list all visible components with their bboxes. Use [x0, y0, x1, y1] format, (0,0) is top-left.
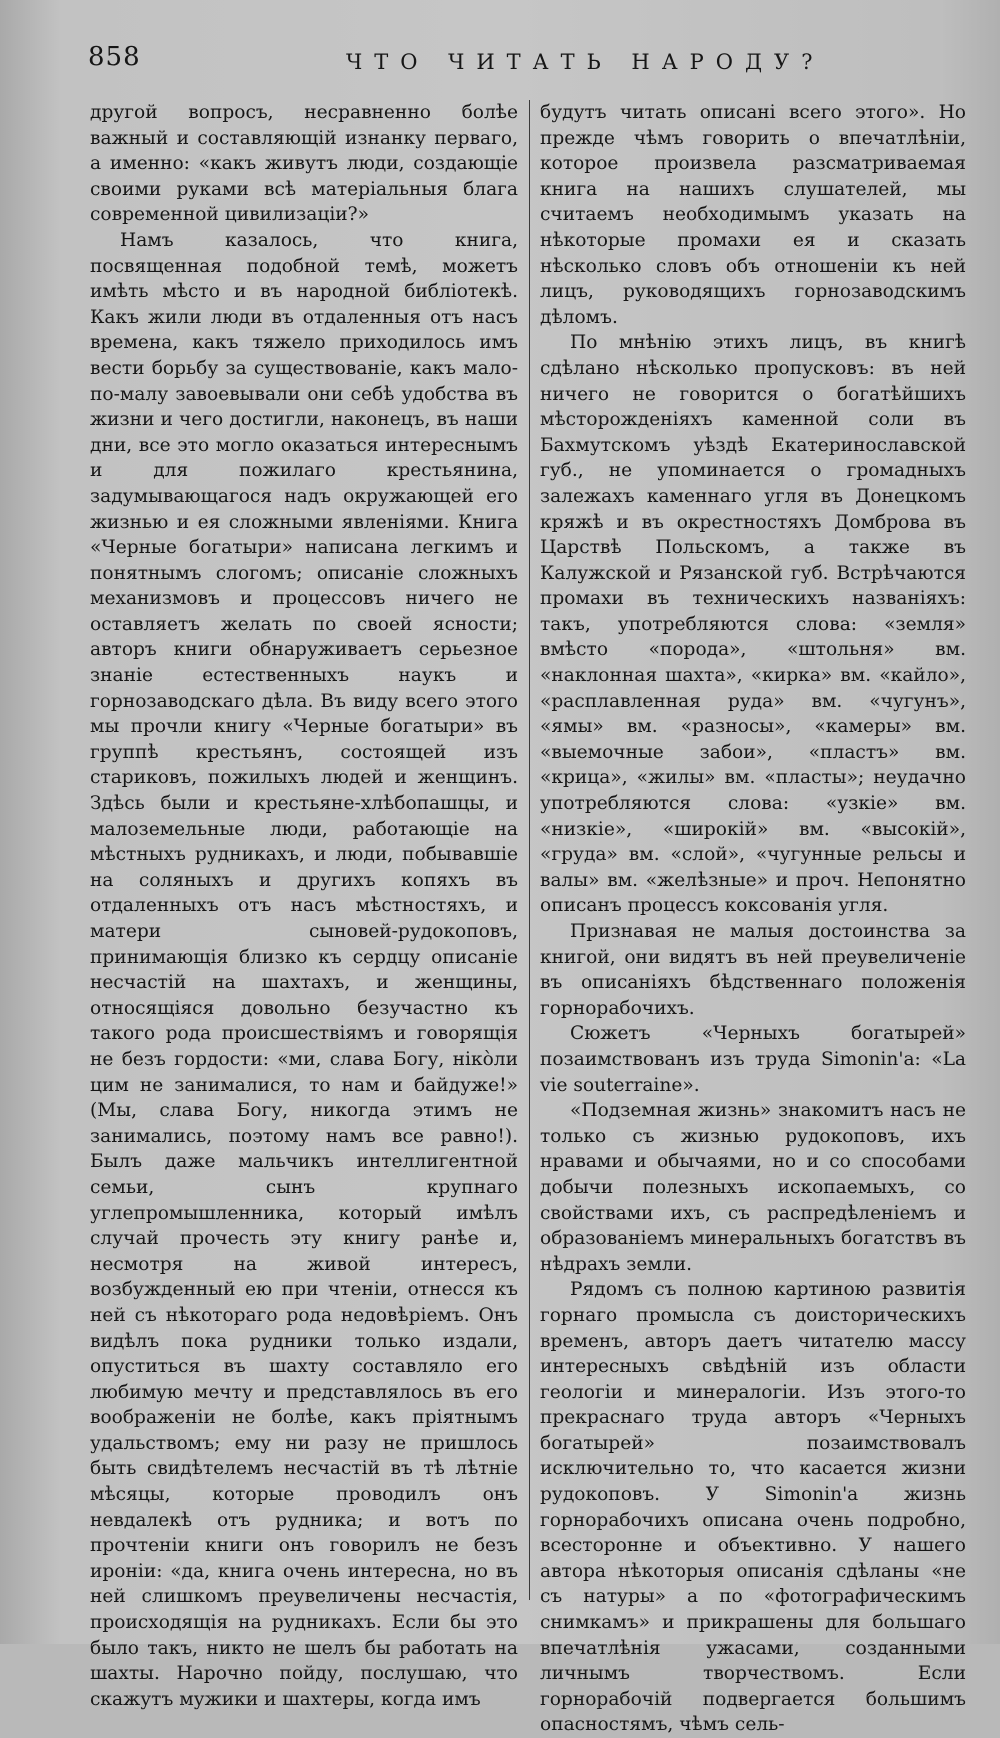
paragraph: другой вопросъ, несравненно болѣе важный и составляющій изнанку перваго, а именно: «какъ живутъ люди, создающіе своими руками всѣ матеріальныя блага современной цивилизаціи?»: [90, 102, 518, 226]
paragraph: Намъ казалось, что книга, посвященная подобной темѣ, можетъ имѣть мѣсто и въ народной библіотекѣ. Какъ жили люди въ отдаленныя отъ насъ времена, какъ тяжело приходилось имъ вести борьбу за существованіе, какъ мало-по-малу завоевывали они себѣ удобства въ жизни и чего достигли, наконецъ, въ наши дни, все это могло оказаться интереснымъ и для пожилаго крестьянина, задумывающагося надъ окружающей его жизнью и ея сложными явленіями. Книга «Черные богатыри» написана легкимъ и понятнымъ слогомъ; описаніе сложныхъ механизмовъ и процессовъ ничего не оставляетъ желать по своей ясности; авторъ книги обнаруживаетъ серьезное знаніе естественныхъ наукъ и горнозаводскаго дѣла. Въ виду всего этого мы прочли книгу «Черные богатыри» въ группѣ крестьянъ, состоящей изъ стариковъ, пожилыхъ людей и женщинъ. Здѣсь были и крестьяне-хлѣбопашцы, и малоземельные люди, работающіе на мѣстныхъ рудникахъ, и люди, побывавшіе на соляныхъ и другихъ копяхъ въ отдаленныхъ отъ насъ мѣстностяхъ, и матери сыновей-рудокоповъ, принимающія близко къ сердцу описаніе несчастій на шахтахъ, и женщины, относящіяся довольно безучастно къ такого рода происшествіямъ и говорящія не безъ гордости: «ми, слава Богу, нікòли цим не занималися, то нам и байдуже!» (Мы, слава Богу, никогда этимъ не занимались, поэтому намъ все равно!). Былъ даже мальчикъ интеллигентной семьи, сынъ крупнаго углепромышленника, который имѣлъ случай прочесть эту книгу ранѣе и, несмотря на живой интересъ, возбужденный ею при чтеніи, отнесся къ ней съ нѣкотораго рода недовѣріемъ. Онъ видѣлъ пока рудники только издали, опуститься въ шахту составляло его любимую мечту и представлялось въ его воображеніи не болѣе, какъ пріятнымъ удальствомъ; ему ни разу не пришлось быть свидѣтелемъ несчастій въ тѣ лѣтніе мѣсяцы, которые проводилъ онъ невдалекѣ отъ рудника; и вотъ по прочтеніи книги онъ говорилъ не безъ ироніи: «да, книга очень интересна, но въ ней слишкомъ преувеличены несчастія, происходящія на рудникахъ. Если бы это было такъ, никто не шелъ бы работать на шахты. Нарочно пойду, послушаю, что скажутъ мужики и шахтеры, когда имъ: [90, 229, 518, 1710]
left-column: [90, 100, 518, 1712]
right-column: [540, 100, 966, 1738]
page-header: [88, 38, 950, 82]
page-number: 858: [88, 42, 141, 72]
column-divider: [529, 100, 530, 1600]
running-title: ЧТО ЧИТАТЬ НАРОДУ?: [346, 50, 825, 74]
paragraph: Признавая не малыя достоинства за книгой, они видятъ въ ней преувеличеніе въ описаніяхъ бѣдственнаго положенія горнорабочихъ.: [540, 921, 966, 1019]
paragraph: По мнѣнію этихъ лицъ, въ книгѣ сдѣлано нѣсколько пропусковъ: въ ней ничего не говорится о богатѣйшихъ мѣсторожденіяхъ каменной соли въ Бахмутскомъ уѣздѣ Екатеринославской губ., не упоминается о громадныхъ залежахъ каменнаго угля въ Донецкомъ кряжѣ и въ окрестностяхъ Домброва въ Царствѣ Польскомъ, а также въ Калужской и Рязанской губ. Встрѣчаются промахи въ техническихъ названіяхъ: такъ, употребляются слова: «земля» вмѣсто «порода», «штольня» вм. «наклонная шахта», «кирка» вм. «кайло», «расплавленная руда» вм. «чугунъ», «ямы» вм. «разносы», «камеры» вм. «выемочные забои», «пластъ» вм. «крица», «жилы» вм. «пласты»; неудачно употребляются слова: «узкіе» вм. «низкіе», «широкій» вм. «высокій», «груда» вм. «слой», «чугунные рельсы и валы» вм. «желѣзные» и проч. Непонятно описанъ процессъ коксованія угля.: [540, 332, 966, 917]
paragraph: Сюжетъ «Черныхъ богатырей» позаимствованъ изъ труда Simonin'a: «La vie souterraine».: [540, 1023, 966, 1096]
paragraph: «Подземная жизнь» знакомитъ насъ не только съ жизнью рудокоповъ, ихъ нравами и обычаями, но и со способами добычи полезныхъ ископаемыхъ, со свойствами ихъ, съ распредѣленіемъ и образованіемъ минеральныхъ богатствъ въ нѣдрахъ земли.: [540, 1100, 966, 1275]
paragraph: Рядомъ съ полною картиною развитія горнаго промысла съ доисторическихъ временъ, авторъ даетъ читателю массу интересныхъ свѣдѣній изъ области геологіи и минералогіи. Изъ этого-то прекраснаго труда авторъ «Черныхъ богатырей» позаимствовалъ исключительно то, что касается жизни рудокоповъ. У Simonin'a жизнь горнорабочихъ описана очень подробно, всесторонне и объективно. У нашего автора нѣкоторыя описанія сдѣланы «не съ натуры» а по «фотографическимъ снимкамъ» и прикрашены для большаго впечатлѣнія ужасами, созданными личнымъ творчествомъ. Если горнорабочій подвергается большимъ опасностямъ, чѣмъ сель-: [540, 1279, 966, 1736]
paragraph: будутъ читать описані всего этого». Но прежде чѣмъ говорить о впечатлѣніи, которое произвела разсматриваемая книга на нашихъ слушателей, мы считаемъ необходимымъ указать на нѣкоторые промахи ея и сказать нѣсколько словъ объ отношеніи къ ней лицъ, руководящихъ горнозаводскимъ дѣломъ.: [540, 102, 966, 328]
